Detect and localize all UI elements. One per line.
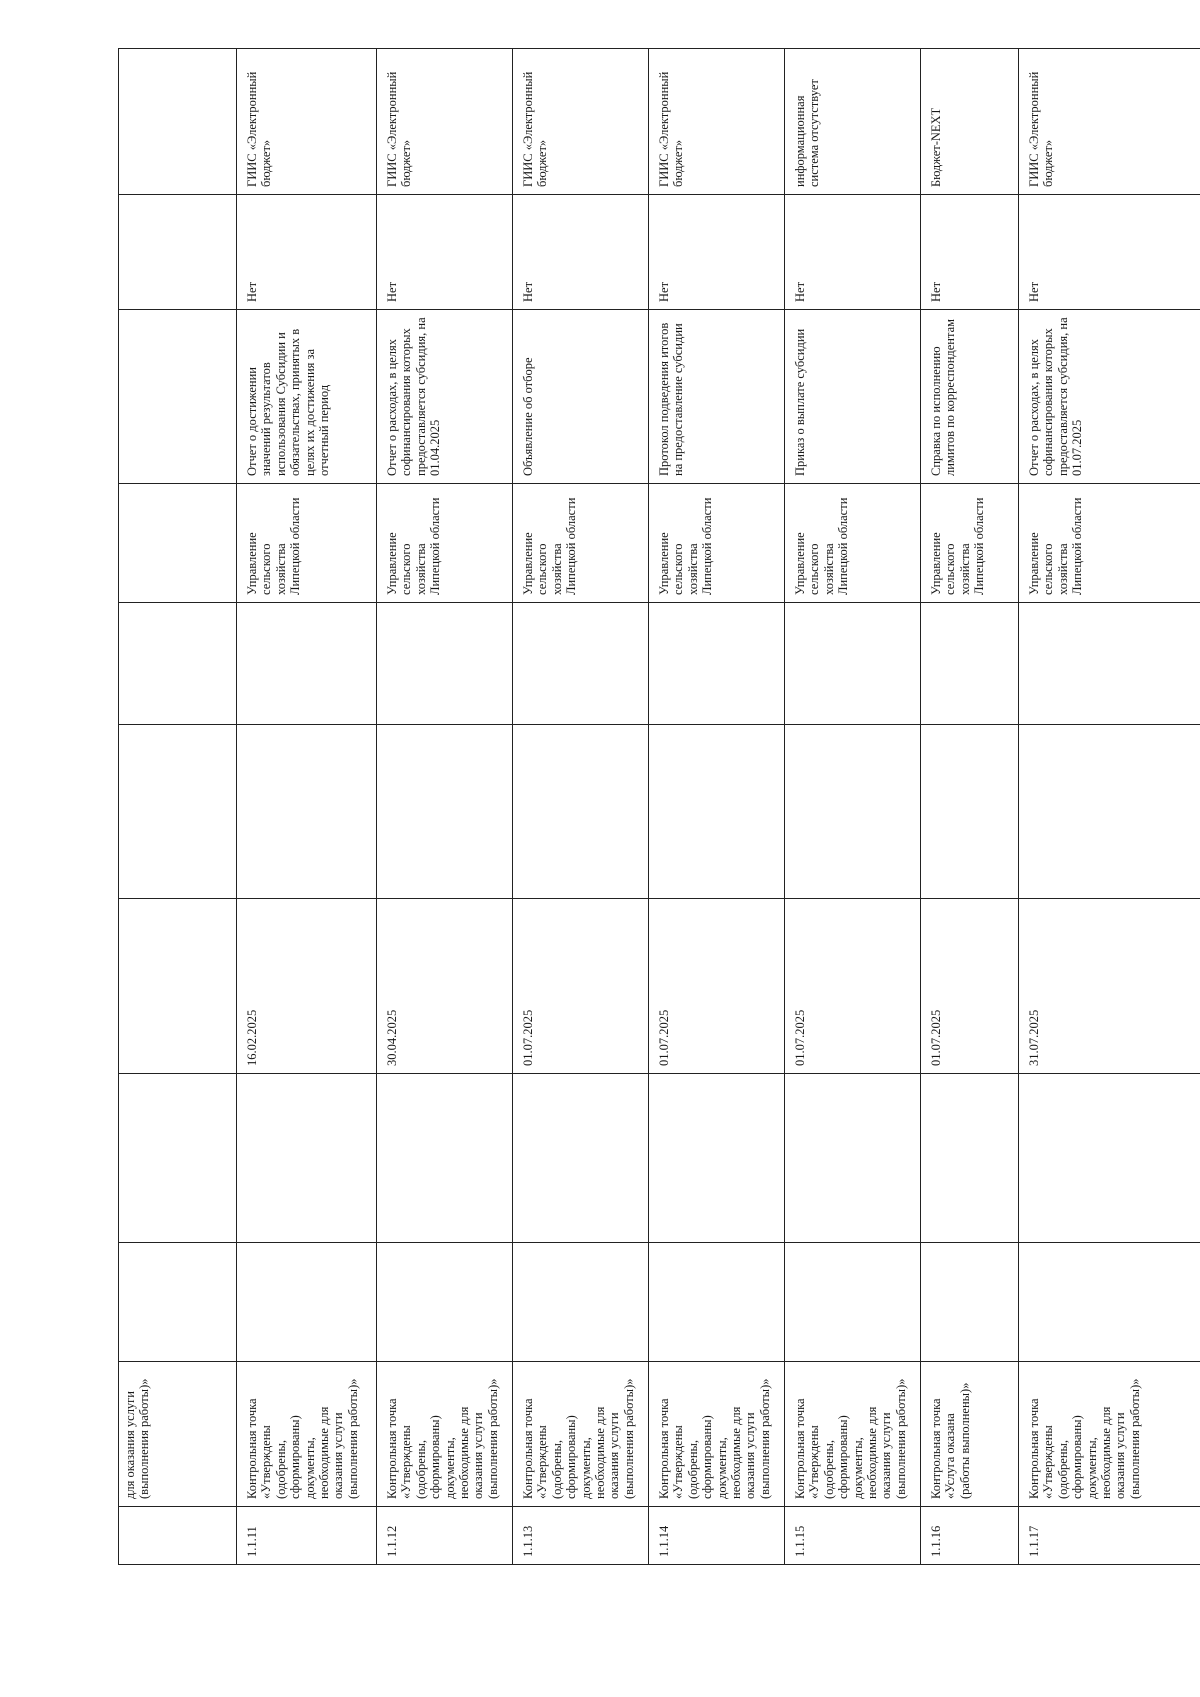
cell-blank	[513, 603, 649, 725]
cell-blank	[377, 603, 513, 725]
cell-date: 01.07.2025	[513, 899, 649, 1074]
cell-blank	[119, 195, 237, 310]
cell-responsible: Управление сельского хозяйства Липецкой области	[237, 484, 377, 603]
cell-blank	[119, 899, 237, 1074]
cell-document: Отчет о расходах, в целях софинансирования которых предоставляется субсидия, на 01.04.2025	[377, 310, 513, 484]
cell-flag: Нет	[513, 195, 649, 310]
cell-number: 1.1.16	[921, 1507, 1019, 1565]
cell-info-system: ГИИС «Электронный бюджет»	[649, 49, 785, 195]
cell-date: 16.02.2025	[237, 899, 377, 1074]
cell-blank	[119, 49, 237, 195]
cell-blank	[921, 725, 1019, 899]
cell-name: для оказания услуги (выполнения работы)»	[119, 1362, 237, 1507]
cell-blank	[649, 725, 785, 899]
table-row	[237, 49, 377, 1565]
cell-blank	[119, 484, 237, 603]
cell-blank	[921, 1243, 1019, 1362]
cell-blank	[237, 1074, 377, 1243]
cell-number: 1.1.14	[649, 1507, 785, 1565]
cell-flag: Нет	[377, 195, 513, 310]
cell-info-system: ГИИС «Электронный бюджет»	[513, 49, 649, 195]
cell-date: 01.07.2025	[785, 899, 921, 1074]
cell-document: Справка по исполнению лимитов по корреспондентам	[921, 310, 1019, 484]
cell-number: 1.1.15	[785, 1507, 921, 1565]
cell-blank	[119, 1074, 237, 1243]
table-row	[119, 49, 237, 1565]
cell-blank	[649, 1243, 785, 1362]
cell-blank	[513, 1074, 649, 1243]
cell-blank	[513, 1243, 649, 1362]
cell-document: Отчет о достижении значений результатов использования Субсидии и обязательствах, принятых в целях их достижения за отчетный период	[237, 310, 377, 484]
cell-blank	[1019, 1074, 1200, 1243]
cell-flag: Нет	[785, 195, 921, 310]
cell-name: Контрольная точка «Утверждены (одобрены, сформированы) документы, необходимые для оказания услуги (выполнения работы)»	[513, 1362, 649, 1507]
cell-info-system: ГИИС «Электронный бюджет»	[1019, 49, 1200, 195]
cell-blank	[237, 1243, 377, 1362]
cell-info-system: информационная система отсутствует	[785, 49, 921, 195]
cell-number: 1.1.12	[377, 1507, 513, 1565]
cell-blank	[119, 310, 237, 484]
table-row	[785, 49, 921, 1565]
rotated-page	[118, 49, 1200, 1565]
cell-blank	[513, 725, 649, 899]
cell-blank	[649, 1074, 785, 1243]
cell-blank	[237, 725, 377, 899]
cell-blank	[1019, 1243, 1200, 1362]
cell-document: Отчет о расходах, в целях софинансирования которых предоставляется субсидия, на 01.07.2025	[1019, 310, 1200, 484]
cell-responsible: Управление сельского хозяйства Липецкой области	[377, 484, 513, 603]
cell-blank	[377, 725, 513, 899]
cell-number: 1.1.17	[1019, 1507, 1200, 1565]
cell-number: 1.1.13	[513, 1507, 649, 1565]
cell-blank	[1019, 725, 1200, 899]
table-row	[1019, 49, 1200, 1565]
table-row	[649, 49, 785, 1565]
cell-blank	[377, 1243, 513, 1362]
cell-blank	[377, 1074, 513, 1243]
cell-blank	[119, 1507, 237, 1565]
cell-responsible: Управление сельского хозяйства Липецкой области	[513, 484, 649, 603]
cell-number: 1.1.11	[237, 1507, 377, 1565]
cell-document: Протокол подведения итогов на предоставление субсидии	[649, 310, 785, 484]
cell-date: 01.07.2025	[649, 899, 785, 1074]
table-row	[377, 49, 513, 1565]
cell-name: Контрольная точка «Утверждены (одобрены, сформированы) документы, необходимые для оказания услуги (выполнения работы)»	[649, 1362, 785, 1507]
cell-blank	[785, 1243, 921, 1362]
cell-blank	[119, 725, 237, 899]
cell-blank	[1019, 603, 1200, 725]
cell-blank	[921, 1074, 1019, 1243]
cell-flag: Нет	[649, 195, 785, 310]
cell-blank	[119, 1243, 237, 1362]
cell-date: 01.07.2025	[921, 899, 1019, 1074]
cell-blank	[785, 725, 921, 899]
cell-responsible: Управление сельского хозяйства Липецкой области	[649, 484, 785, 603]
table-row	[513, 49, 649, 1565]
table-row	[921, 49, 1019, 1565]
cell-info-system: ГИИС «Электронный бюджет»	[237, 49, 377, 195]
cell-document: Объявление об отборе	[513, 310, 649, 484]
cell-name: Контрольная точка «Утверждены (одобрены, сформированы) документы, необходимые для оказания услуги (выполнения работы)»	[377, 1362, 513, 1507]
cell-blank	[921, 603, 1019, 725]
cell-date: 30.04.2025	[377, 899, 513, 1074]
cell-name: Контрольная точка «Утверждены (одобрены, сформированы) документы, необходимые для оказания услуги (выполнения работы)»	[237, 1362, 377, 1507]
cell-responsible: Управление сельского хозяйства Липецкой области	[921, 484, 1019, 603]
cell-name: Контрольная точка «Утверждены (одобрены, сформированы) документы, необходимые для оказания услуги (выполнения работы)»	[785, 1362, 921, 1507]
cell-info-system: Бюджет-NEXT	[921, 49, 1019, 195]
cell-document: Приказ о выплате субсидии	[785, 310, 921, 484]
cell-date: 31.07.2025	[1019, 899, 1200, 1074]
cell-flag: Нет	[1019, 195, 1200, 310]
cell-flag: Нет	[237, 195, 377, 310]
cell-blank	[649, 603, 785, 725]
cell-responsible: Управление сельского хозяйства Липецкой области	[785, 484, 921, 603]
cell-blank	[785, 1074, 921, 1243]
cell-blank	[119, 603, 237, 725]
cell-responsible: Управление сельского хозяйства Липецкой области	[1019, 484, 1200, 603]
cell-blank	[785, 603, 921, 725]
cell-name: Контрольная точка «Услуга оказана (работы выполнены)»	[921, 1362, 1019, 1507]
cell-info-system: ГИИС «Электронный бюджет»	[377, 49, 513, 195]
cell-blank	[237, 603, 377, 725]
cell-flag: Нет	[921, 195, 1019, 310]
cell-name: Контрольная точка «Утверждены (одобрены, сформированы) документы, необходимые для оказания услуги (выполнения работы)»	[1019, 1362, 1200, 1507]
control-points-table	[118, 48, 1200, 1565]
